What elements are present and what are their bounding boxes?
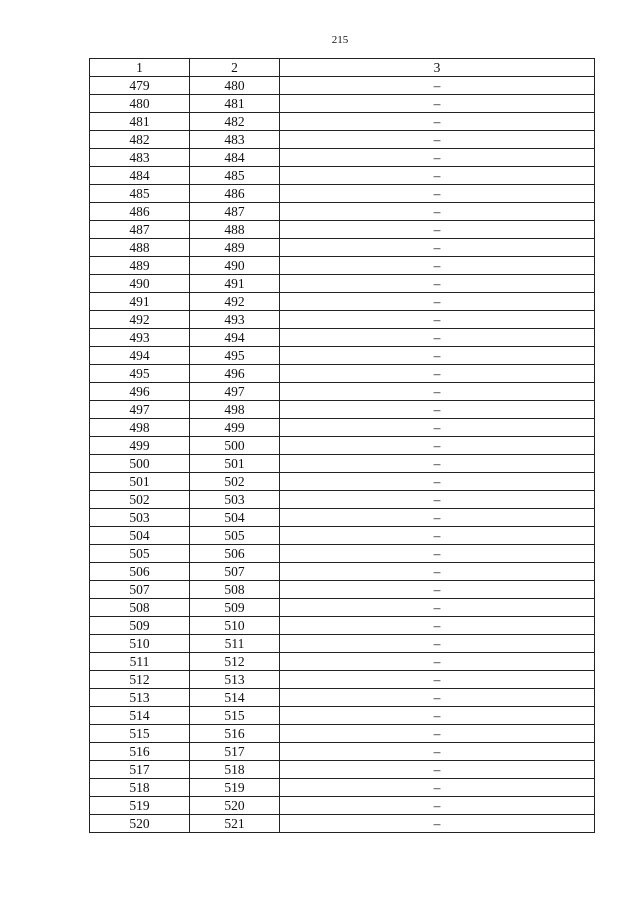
table-cell-col-3: – <box>280 653 595 671</box>
table-row <box>90 725 595 743</box>
table-row <box>90 707 595 725</box>
table-cell-col-1: 520 <box>90 815 190 833</box>
table-cell-col-1: 506 <box>90 563 190 581</box>
table-row <box>90 509 595 527</box>
table-cell-col-2: 491 <box>190 275 280 293</box>
table-cell-col-2: 481 <box>190 95 280 113</box>
table-row <box>90 779 595 797</box>
table-cell-col-1: 483 <box>90 149 190 167</box>
table-cell-col-3: – <box>280 185 595 203</box>
table-row <box>90 221 595 239</box>
table-row <box>90 275 595 293</box>
table-row <box>90 545 595 563</box>
table-row <box>90 185 595 203</box>
table-row <box>90 653 595 671</box>
table-row <box>90 491 595 509</box>
table-row <box>90 365 595 383</box>
table-cell-col-1: 486 <box>90 203 190 221</box>
table-cell-col-2: 510 <box>190 617 280 635</box>
table-cell-col-3: – <box>280 491 595 509</box>
table-cell-col-1: 492 <box>90 311 190 329</box>
table-cell-col-3: – <box>280 455 595 473</box>
table-cell-col-3: – <box>280 419 595 437</box>
column-header-2: 2 <box>190 59 280 77</box>
table-cell-col-1: 496 <box>90 383 190 401</box>
table-cell-col-1: 490 <box>90 275 190 293</box>
table-cell-col-1: 507 <box>90 581 190 599</box>
table-cell-col-2: 496 <box>190 365 280 383</box>
table-cell-col-3: – <box>280 563 595 581</box>
table-cell-col-3: – <box>280 167 595 185</box>
table-row <box>90 437 595 455</box>
table-cell-col-3: – <box>280 437 595 455</box>
table-cell-col-2: 499 <box>190 419 280 437</box>
table-cell-col-3: – <box>280 707 595 725</box>
table-cell-col-3: – <box>280 293 595 311</box>
table-cell-col-1: 485 <box>90 185 190 203</box>
table-cell-col-2: 503 <box>190 491 280 509</box>
table-cell-col-3: – <box>280 527 595 545</box>
table-cell-col-1: 487 <box>90 221 190 239</box>
table-cell-col-2: 488 <box>190 221 280 239</box>
table-cell-col-1: 495 <box>90 365 190 383</box>
table-cell-col-3: – <box>280 689 595 707</box>
table-cell-col-3: – <box>280 743 595 761</box>
table-cell-col-3: – <box>280 635 595 653</box>
table-cell-col-2: 505 <box>190 527 280 545</box>
table-cell-col-1: 515 <box>90 725 190 743</box>
table-cell-col-2: 486 <box>190 185 280 203</box>
table-cell-col-1: 518 <box>90 779 190 797</box>
table-cell-col-3: – <box>280 131 595 149</box>
table-cell-col-2: 513 <box>190 671 280 689</box>
table-cell-col-3: – <box>280 509 595 527</box>
table-cell-col-1: 516 <box>90 743 190 761</box>
table-cell-col-1: 481 <box>90 113 190 131</box>
table-cell-col-3: – <box>280 203 595 221</box>
table-cell-col-1: 501 <box>90 473 190 491</box>
table-cell-col-1: 511 <box>90 653 190 671</box>
table-cell-col-2: 484 <box>190 149 280 167</box>
table-cell-col-2: 511 <box>190 635 280 653</box>
table-row <box>90 743 595 761</box>
table-cell-col-1: 502 <box>90 491 190 509</box>
table-row <box>90 635 595 653</box>
table-cell-col-1: 491 <box>90 293 190 311</box>
table-cell-col-2: 492 <box>190 293 280 311</box>
table-cell-col-2: 501 <box>190 455 280 473</box>
table-cell-col-3: – <box>280 797 595 815</box>
table-cell-col-1: 514 <box>90 707 190 725</box>
table-row <box>90 797 595 815</box>
table-cell-col-3: – <box>280 275 595 293</box>
column-header-1: 1 <box>90 59 190 77</box>
table-cell-col-2: 494 <box>190 329 280 347</box>
table-cell-col-2: 498 <box>190 401 280 419</box>
table-row <box>90 239 595 257</box>
table-row <box>90 671 595 689</box>
table-cell-col-2: 487 <box>190 203 280 221</box>
table-cell-col-2: 500 <box>190 437 280 455</box>
table-cell-col-2: 508 <box>190 581 280 599</box>
table-row <box>90 131 595 149</box>
table-cell-col-3: – <box>280 725 595 743</box>
table-cell-col-1: 497 <box>90 401 190 419</box>
table-cell-col-1: 489 <box>90 257 190 275</box>
header-row <box>90 59 595 77</box>
table-cell-col-1: 519 <box>90 797 190 815</box>
table-cell-col-2: 502 <box>190 473 280 491</box>
table-cell-col-2: 504 <box>190 509 280 527</box>
data-table <box>89 58 595 833</box>
table-cell-col-1: 503 <box>90 509 190 527</box>
table-row <box>90 77 595 95</box>
table-cell-col-2: 517 <box>190 743 280 761</box>
page-number: 215 <box>331 34 349 46</box>
table-cell-col-3: – <box>280 149 595 167</box>
table-cell-col-2: 516 <box>190 725 280 743</box>
table-cell-col-1: 488 <box>90 239 190 257</box>
table-row <box>90 383 595 401</box>
table-cell-col-1: 484 <box>90 167 190 185</box>
table-row <box>90 419 595 437</box>
table-cell-col-2: 514 <box>190 689 280 707</box>
table-row <box>90 527 595 545</box>
table-cell-col-1: 505 <box>90 545 190 563</box>
table-row <box>90 95 595 113</box>
table-cell-col-1: 499 <box>90 437 190 455</box>
table-cell-col-2: 512 <box>190 653 280 671</box>
table-cell-col-3: – <box>280 257 595 275</box>
table-cell-col-3: – <box>280 815 595 833</box>
table-cell-col-2: 520 <box>190 797 280 815</box>
table-cell-col-3: – <box>280 311 595 329</box>
table-cell-col-3: – <box>280 95 595 113</box>
table-cell-col-2: 515 <box>190 707 280 725</box>
table-cell-col-1: 509 <box>90 617 190 635</box>
table-cell-col-1: 498 <box>90 419 190 437</box>
table-row <box>90 455 595 473</box>
table-cell-col-3: – <box>280 329 595 347</box>
table-row <box>90 203 595 221</box>
table-cell-col-1: 500 <box>90 455 190 473</box>
table-cell-col-3: – <box>280 617 595 635</box>
table-cell-col-2: 521 <box>190 815 280 833</box>
table-row <box>90 293 595 311</box>
table-cell-col-1: 513 <box>90 689 190 707</box>
table-row <box>90 599 595 617</box>
table-cell-col-1: 504 <box>90 527 190 545</box>
column-header-3: 3 <box>280 59 595 77</box>
table-cell-col-1: 517 <box>90 761 190 779</box>
table-row <box>90 473 595 491</box>
table-body <box>90 77 595 833</box>
table-cell-col-3: – <box>280 383 595 401</box>
table-cell-col-2: 507 <box>190 563 280 581</box>
table-cell-col-2: 519 <box>190 779 280 797</box>
table-cell-col-2: 483 <box>190 131 280 149</box>
table-row <box>90 257 595 275</box>
table-cell-col-3: – <box>280 77 595 95</box>
table-cell-col-2: 518 <box>190 761 280 779</box>
table-cell-col-3: – <box>280 473 595 491</box>
table-row <box>90 401 595 419</box>
table-row <box>90 563 595 581</box>
table-row <box>90 167 595 185</box>
table-cell-col-1: 510 <box>90 635 190 653</box>
table-row <box>90 113 595 131</box>
table-cell-col-2: 495 <box>190 347 280 365</box>
table-cell-col-2: 489 <box>190 239 280 257</box>
table-cell-col-1: 479 <box>90 77 190 95</box>
table-cell-col-1: 493 <box>90 329 190 347</box>
table-cell-col-2: 490 <box>190 257 280 275</box>
table-cell-col-1: 512 <box>90 671 190 689</box>
table-cell-col-2: 480 <box>190 77 280 95</box>
table-row <box>90 347 595 365</box>
table-cell-col-2: 497 <box>190 383 280 401</box>
table-row <box>90 329 595 347</box>
table-cell-col-2: 509 <box>190 599 280 617</box>
table-row <box>90 815 595 833</box>
table-cell-col-3: – <box>280 221 595 239</box>
table-row <box>90 761 595 779</box>
table-cell-col-3: – <box>280 545 595 563</box>
table-cell-col-3: – <box>280 401 595 419</box>
table-cell-col-1: 480 <box>90 95 190 113</box>
table-cell-col-3: – <box>280 581 595 599</box>
table-row <box>90 617 595 635</box>
table-cell-col-2: 493 <box>190 311 280 329</box>
table-cell-col-3: – <box>280 113 595 131</box>
table-cell-col-3: – <box>280 239 595 257</box>
table-row <box>90 689 595 707</box>
table-cell-col-2: 506 <box>190 545 280 563</box>
table-cell-col-2: 482 <box>190 113 280 131</box>
table-cell-col-3: – <box>280 671 595 689</box>
table-row <box>90 311 595 329</box>
table-row <box>90 149 595 167</box>
table-cell-col-1: 508 <box>90 599 190 617</box>
table-row <box>90 581 595 599</box>
table-cell-col-3: – <box>280 779 595 797</box>
table-cell-col-3: – <box>280 599 595 617</box>
table-cell-col-1: 494 <box>90 347 190 365</box>
table-cell-col-1: 482 <box>90 131 190 149</box>
table-cell-col-3: – <box>280 347 595 365</box>
table-cell-col-3: – <box>280 365 595 383</box>
table-cell-col-2: 485 <box>190 167 280 185</box>
table-cell-col-3: – <box>280 761 595 779</box>
